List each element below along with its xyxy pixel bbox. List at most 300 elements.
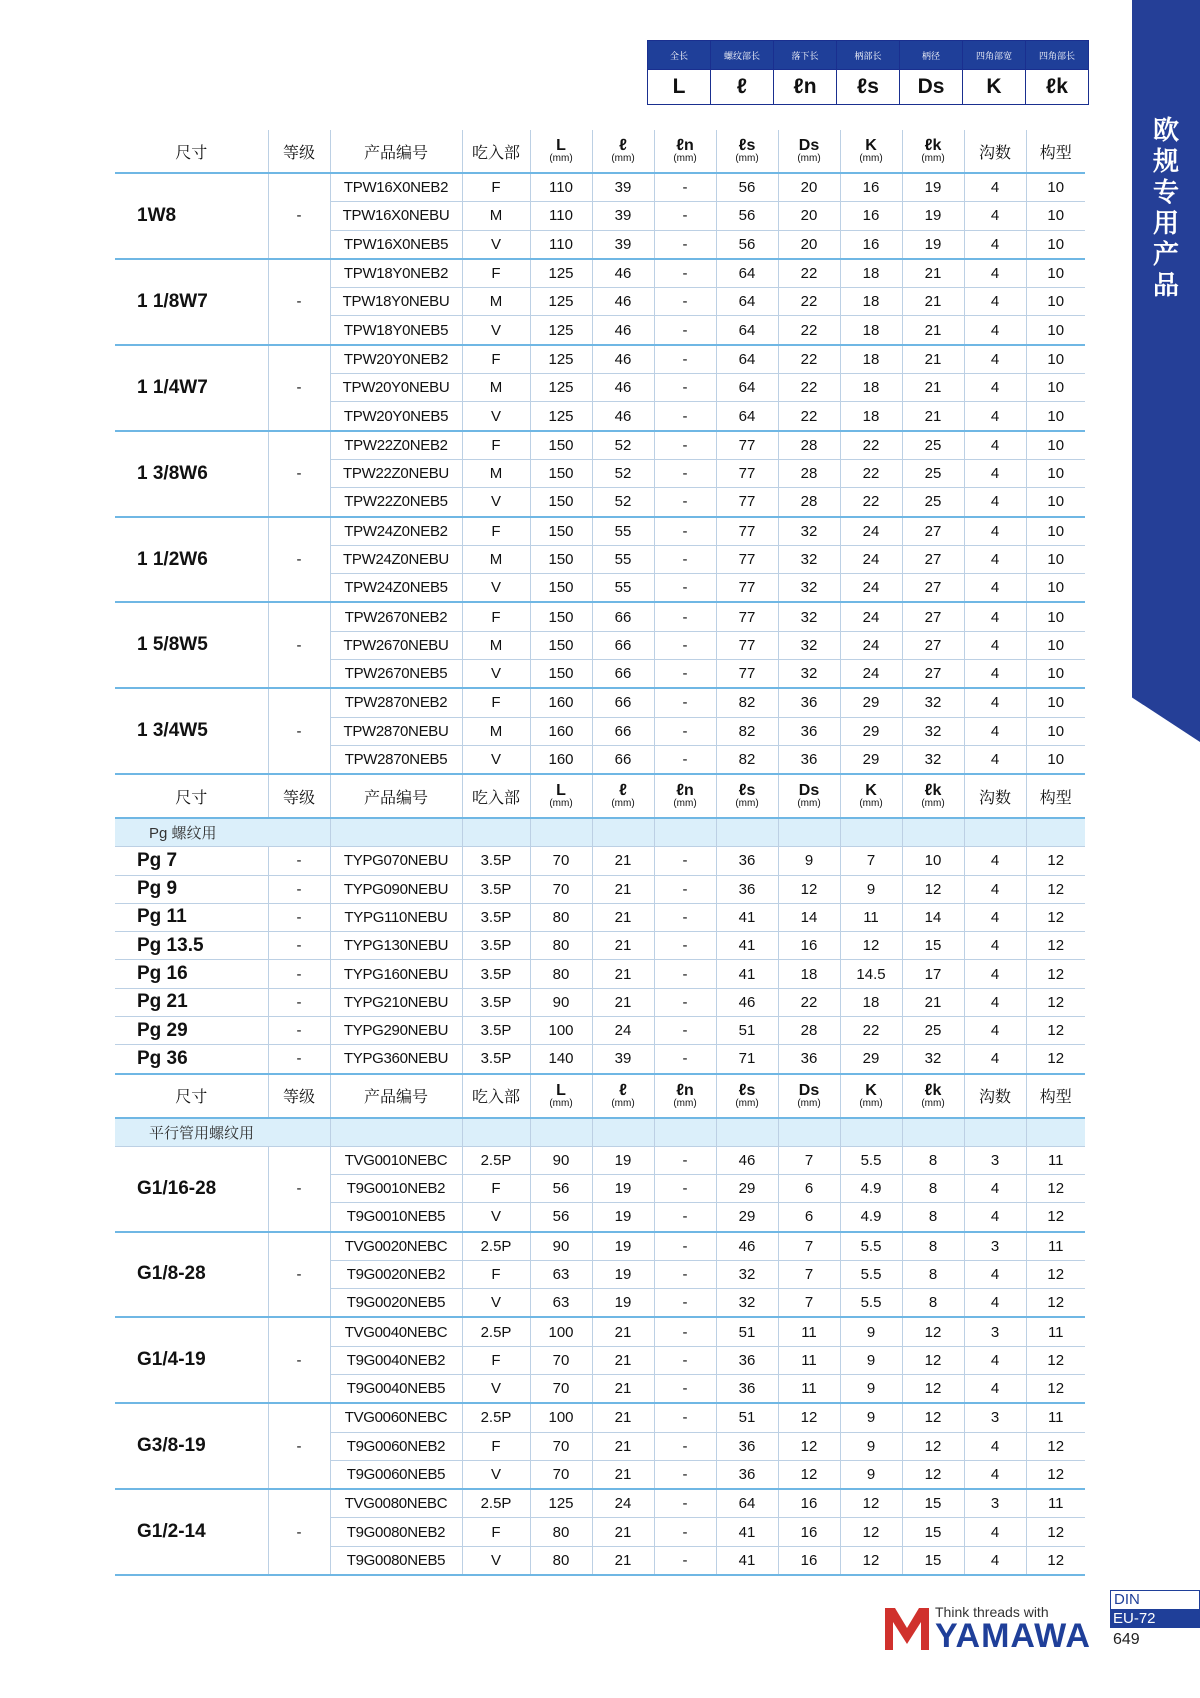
value-cell: -: [654, 1146, 716, 1174]
value-cell: 11: [778, 1346, 840, 1374]
value-cell: 27: [902, 660, 964, 689]
product-code: TPW18Y0NEBU: [330, 288, 462, 316]
value-cell: 82: [716, 717, 778, 745]
size-cell: 1 1/8W7: [115, 259, 268, 345]
value-cell: 150: [530, 459, 592, 487]
header-dim-unit: (mm): [549, 798, 573, 810]
legend-symbol: ℓn: [774, 70, 837, 105]
value-cell: 2.5P: [462, 1232, 530, 1261]
grade-cell: -: [268, 847, 330, 875]
value-cell: 125: [530, 1489, 592, 1518]
value-cell: 4: [964, 288, 1026, 316]
value-cell: F: [462, 517, 530, 546]
section-fill: [592, 1118, 654, 1147]
table-row: [115, 1317, 1085, 1346]
value-cell: 6: [778, 1174, 840, 1202]
value-cell: 11: [1026, 1489, 1085, 1518]
table-row: [115, 345, 1085, 374]
value-cell: 82: [716, 688, 778, 717]
section-fill: [902, 818, 964, 847]
value-cell: 18: [778, 960, 840, 988]
value-cell: 21: [592, 847, 654, 875]
value-cell: 66: [592, 602, 654, 631]
value-cell: 29: [840, 745, 902, 774]
value-cell: 24: [592, 1489, 654, 1518]
value-cell: 56: [530, 1174, 592, 1202]
value-cell: 160: [530, 688, 592, 717]
value-cell: M: [462, 288, 530, 316]
header-dim-symbol: K: [865, 782, 877, 800]
din-label: DIN: [1110, 1590, 1200, 1610]
yamawa-logo-icon: [883, 1604, 931, 1652]
value-cell: 4: [964, 259, 1026, 288]
value-cell: V: [462, 1374, 530, 1403]
value-cell: 3: [964, 1317, 1026, 1346]
value-cell: 10: [1026, 517, 1085, 546]
legend-label: 四角部宽: [963, 41, 1026, 70]
grade-cell: -: [268, 1232, 330, 1318]
value-cell: 32: [778, 574, 840, 603]
legend-label: 全长: [648, 41, 711, 70]
value-cell: -: [654, 345, 716, 374]
legend-label: 四角部长: [1026, 41, 1089, 70]
grade-cell: -: [268, 1146, 330, 1231]
value-cell: 64: [716, 374, 778, 402]
value-cell: 12: [1026, 1174, 1085, 1202]
section-fill: [654, 1118, 716, 1147]
value-cell: 28: [778, 459, 840, 487]
value-cell: 4: [964, 875, 1026, 903]
product-code: T9G0020NEB2: [330, 1260, 462, 1288]
value-cell: 12: [1026, 932, 1085, 960]
value-cell: 4: [964, 402, 1026, 431]
value-cell: 18: [840, 374, 902, 402]
value-cell: 4: [964, 1260, 1026, 1288]
value-cell: 77: [716, 459, 778, 487]
value-cell: 8: [902, 1203, 964, 1232]
value-cell: 4: [964, 1045, 1026, 1074]
value-cell: V: [462, 402, 530, 431]
value-cell: 9: [840, 1374, 902, 1403]
value-cell: F: [462, 259, 530, 288]
product-code: TPW24Z0NEBU: [330, 545, 462, 573]
value-cell: 29: [840, 688, 902, 717]
value-cell: M: [462, 202, 530, 230]
grade-cell: -: [268, 1403, 330, 1489]
value-cell: 12: [1026, 1518, 1085, 1546]
value-cell: 64: [716, 288, 778, 316]
product-code: TPW2870NEB2: [330, 688, 462, 717]
value-cell: 12: [778, 1403, 840, 1432]
value-cell: -: [654, 1346, 716, 1374]
value-cell: 36: [716, 1374, 778, 1403]
value-cell: 22: [778, 316, 840, 345]
value-cell: 10: [1026, 459, 1085, 487]
value-cell: 8: [902, 1146, 964, 1174]
value-cell: -: [654, 1045, 716, 1074]
value-cell: 41: [716, 960, 778, 988]
value-cell: 22: [840, 459, 902, 487]
value-cell: 21: [902, 259, 964, 288]
header-flutes: 沟数: [964, 774, 1026, 818]
grade-cell: -: [268, 1489, 330, 1575]
value-cell: 32: [716, 1260, 778, 1288]
value-cell: 21: [902, 316, 964, 345]
value-cell: 7: [778, 1146, 840, 1174]
value-cell: -: [654, 1460, 716, 1489]
value-cell: -: [654, 660, 716, 689]
value-cell: 125: [530, 259, 592, 288]
product-code: TPW22Z0NEB2: [330, 431, 462, 460]
value-cell: 7: [840, 847, 902, 875]
value-cell: 22: [778, 259, 840, 288]
value-cell: 16: [840, 202, 902, 230]
product-code: TVG0060NEBC: [330, 1403, 462, 1432]
value-cell: 21: [592, 1374, 654, 1403]
value-cell: 12: [902, 1374, 964, 1403]
value-cell: 11: [840, 903, 902, 931]
value-cell: V: [462, 1203, 530, 1232]
product-code: T9G0080NEB2: [330, 1518, 462, 1546]
section-fill: [716, 1118, 778, 1147]
value-cell: 10: [1026, 688, 1085, 717]
value-cell: 32: [778, 631, 840, 659]
value-cell: 32: [778, 660, 840, 689]
header-chamfer: 吃入部: [462, 130, 530, 173]
header-chamfer: 吃入部: [462, 1074, 530, 1118]
value-cell: 55: [592, 545, 654, 573]
value-cell: 70: [530, 1346, 592, 1374]
value-cell: F: [462, 1432, 530, 1460]
table-row: [115, 259, 1085, 288]
grade-cell: -: [268, 431, 330, 517]
value-cell: -: [654, 688, 716, 717]
header-dim-unit: (mm): [611, 153, 635, 164]
table-row: [115, 1045, 1085, 1074]
product-code: T9G0060NEB5: [330, 1460, 462, 1489]
value-cell: 39: [592, 202, 654, 230]
value-cell: -: [654, 288, 716, 316]
value-cell: 3.5P: [462, 903, 530, 931]
value-cell: V: [462, 1460, 530, 1489]
header-dim-symbol: ℓk: [924, 137, 942, 154]
header-dim: [716, 774, 778, 818]
product-code: T9G0080NEB5: [330, 1546, 462, 1575]
value-cell: 12: [1026, 1045, 1085, 1074]
value-cell: 32: [778, 545, 840, 573]
value-cell: 4: [964, 1203, 1026, 1232]
legend-symbol: ℓ: [711, 70, 774, 105]
value-cell: 4: [964, 960, 1026, 988]
table-row: [115, 173, 1085, 202]
value-cell: 77: [716, 488, 778, 517]
product-code: TVG0080NEBC: [330, 1489, 462, 1518]
value-cell: 21: [592, 903, 654, 931]
value-cell: 52: [592, 431, 654, 460]
product-code: T9G0020NEB5: [330, 1289, 462, 1318]
value-cell: M: [462, 374, 530, 402]
header-grade: 等级: [268, 774, 330, 818]
value-cell: 55: [592, 574, 654, 603]
table-row: [115, 903, 1085, 931]
section-fill: [902, 1118, 964, 1147]
value-cell: 41: [716, 932, 778, 960]
value-cell: 52: [592, 488, 654, 517]
value-cell: 4: [964, 574, 1026, 603]
header-dim-unit: (mm): [735, 798, 759, 810]
size-cell: Pg 9: [115, 875, 268, 903]
value-cell: V: [462, 1289, 530, 1318]
value-cell: 80: [530, 960, 592, 988]
value-cell: 10: [1026, 402, 1085, 431]
yamawa-brand: [883, 1604, 1091, 1655]
value-cell: 19: [592, 1260, 654, 1288]
product-code: TPW20Y0NEBU: [330, 374, 462, 402]
grade-cell: -: [268, 1017, 330, 1045]
value-cell: 3: [964, 1146, 1026, 1174]
value-cell: 29: [840, 1045, 902, 1074]
product-code: TYPG290NEBU: [330, 1017, 462, 1045]
value-cell: 52: [592, 459, 654, 487]
value-cell: -: [654, 717, 716, 745]
size-cell: G1/4-19: [115, 1317, 268, 1403]
catalog-code: EU-72: [1110, 1610, 1200, 1628]
value-cell: 2.5P: [462, 1489, 530, 1518]
product-code: T9G0010NEB5: [330, 1203, 462, 1232]
product-code: TYPG210NEBU: [330, 988, 462, 1016]
value-cell: 4: [964, 1174, 1026, 1202]
header-dim-symbol: ℓk: [924, 1081, 942, 1099]
header-dim: [654, 1074, 716, 1118]
value-cell: 18: [840, 345, 902, 374]
value-cell: F: [462, 602, 530, 631]
value-cell: 5.5: [840, 1146, 902, 1174]
value-cell: 77: [716, 574, 778, 603]
grade-cell: -: [268, 259, 330, 345]
header-dim: [592, 130, 654, 173]
value-cell: F: [462, 688, 530, 717]
value-cell: 4: [964, 345, 1026, 374]
value-cell: 3.5P: [462, 988, 530, 1016]
value-cell: 71: [716, 1045, 778, 1074]
value-cell: 27: [902, 545, 964, 573]
value-cell: -: [654, 230, 716, 259]
section-row: [115, 1118, 1085, 1147]
value-cell: 9: [778, 847, 840, 875]
product-code: T9G0040NEB2: [330, 1346, 462, 1374]
value-cell: 56: [530, 1203, 592, 1232]
value-cell: 46: [592, 288, 654, 316]
value-cell: 4: [964, 988, 1026, 1016]
value-cell: 10: [1026, 230, 1085, 259]
product-code: TVG0040NEBC: [330, 1317, 462, 1346]
value-cell: 18: [840, 988, 902, 1016]
value-cell: 4: [964, 602, 1026, 631]
grade-cell: -: [268, 1317, 330, 1403]
value-cell: 46: [592, 316, 654, 345]
header-product: 产品编号: [330, 774, 462, 818]
product-code: TPW2670NEB5: [330, 660, 462, 689]
value-cell: 46: [716, 1232, 778, 1261]
header-dim: [654, 774, 716, 818]
value-cell: F: [462, 345, 530, 374]
value-cell: -: [654, 574, 716, 603]
value-cell: 4: [964, 660, 1026, 689]
section-fill: [964, 1118, 1026, 1147]
table-row: [115, 1403, 1085, 1432]
section-fill: [840, 818, 902, 847]
section-fill: [1026, 1118, 1085, 1147]
table-row: [115, 602, 1085, 631]
value-cell: V: [462, 660, 530, 689]
value-cell: 10: [1026, 259, 1085, 288]
value-cell: 77: [716, 545, 778, 573]
value-cell: 28: [778, 431, 840, 460]
value-cell: 36: [778, 688, 840, 717]
value-cell: 70: [530, 847, 592, 875]
value-cell: 5.5: [840, 1232, 902, 1261]
header-dim-symbol: ℓs: [738, 1081, 756, 1099]
value-cell: 25: [902, 488, 964, 517]
value-cell: 3.5P: [462, 932, 530, 960]
header-dim-symbol: ℓs: [738, 782, 756, 800]
value-cell: 66: [592, 631, 654, 659]
value-cell: 19: [592, 1146, 654, 1174]
header-row: [115, 130, 1085, 173]
header-dim-symbol: ℓn: [676, 782, 694, 800]
value-cell: 82: [716, 745, 778, 774]
header-dim-symbol: Ds: [798, 137, 820, 154]
value-cell: -: [654, 631, 716, 659]
header-dim-symbol: ℓn: [676, 137, 694, 154]
grade-cell: -: [268, 988, 330, 1016]
value-cell: 3.5P: [462, 1045, 530, 1074]
size-cell: G1/8-28: [115, 1232, 268, 1318]
table-row: [115, 1146, 1085, 1174]
value-cell: 21: [592, 875, 654, 903]
value-cell: 12: [902, 1460, 964, 1489]
value-cell: 32: [902, 1045, 964, 1074]
value-cell: -: [654, 1403, 716, 1432]
value-cell: 22: [778, 374, 840, 402]
table-row: [115, 1232, 1085, 1261]
value-cell: 12: [1026, 1346, 1085, 1374]
value-cell: 32: [902, 717, 964, 745]
table-row: [115, 1489, 1085, 1518]
value-cell: 21: [592, 1403, 654, 1432]
value-cell: 19: [902, 230, 964, 259]
value-cell: 80: [530, 903, 592, 931]
section-title: Pg 螺纹用: [115, 818, 330, 847]
value-cell: 4: [964, 459, 1026, 487]
value-cell: 36: [778, 745, 840, 774]
value-cell: 24: [840, 517, 902, 546]
size-cell: G3/8-19: [115, 1403, 268, 1489]
value-cell: 22: [778, 288, 840, 316]
value-cell: 46: [592, 402, 654, 431]
value-cell: 21: [902, 345, 964, 374]
section-fill: [530, 818, 592, 847]
legend-label: 落下长: [774, 41, 837, 70]
value-cell: 66: [592, 660, 654, 689]
value-cell: 10: [1026, 745, 1085, 774]
header-dim: [530, 130, 592, 173]
value-cell: 56: [716, 230, 778, 259]
value-cell: 25: [902, 1017, 964, 1045]
value-cell: 4: [964, 431, 1026, 460]
value-cell: 10: [1026, 431, 1085, 460]
value-cell: 125: [530, 402, 592, 431]
value-cell: 4: [964, 1546, 1026, 1575]
page-footer: [1110, 1590, 1200, 1652]
grade-cell: -: [268, 517, 330, 603]
value-cell: 4: [964, 847, 1026, 875]
value-cell: -: [654, 488, 716, 517]
header-dim-symbol: Ds: [798, 1081, 820, 1099]
value-cell: 10: [1026, 602, 1085, 631]
header-dim: [716, 130, 778, 173]
header-dim-symbol: K: [865, 137, 877, 154]
value-cell: V: [462, 745, 530, 774]
value-cell: 77: [716, 431, 778, 460]
value-cell: 125: [530, 374, 592, 402]
legend-label: 柄径: [900, 41, 963, 70]
value-cell: 15: [902, 1518, 964, 1546]
value-cell: 36: [778, 1045, 840, 1074]
value-cell: 36: [716, 847, 778, 875]
value-cell: -: [654, 459, 716, 487]
section-fill: [778, 818, 840, 847]
value-cell: 21: [592, 1460, 654, 1489]
value-cell: 21: [592, 1546, 654, 1575]
section-fill: [716, 818, 778, 847]
header-flutes: 沟数: [964, 1074, 1026, 1118]
value-cell: 21: [902, 288, 964, 316]
value-cell: 51: [716, 1317, 778, 1346]
value-cell: 100: [530, 1403, 592, 1432]
product-code: TVG0010NEBC: [330, 1146, 462, 1174]
value-cell: 21: [592, 1518, 654, 1546]
value-cell: 4: [964, 1017, 1026, 1045]
value-cell: 3.5P: [462, 960, 530, 988]
product-code: TYPG160NEBU: [330, 960, 462, 988]
value-cell: 21: [902, 988, 964, 1016]
value-cell: -: [654, 1489, 716, 1518]
value-cell: -: [654, 1374, 716, 1403]
header-dim-unit: (mm): [549, 153, 573, 164]
header-dim-unit: (mm): [859, 153, 883, 164]
value-cell: 16: [840, 230, 902, 259]
header-dim-symbol: K: [865, 1081, 877, 1099]
product-code: TPW18Y0NEB5: [330, 316, 462, 345]
value-cell: 110: [530, 230, 592, 259]
section-fill: [462, 818, 530, 847]
value-cell: 11: [1026, 1403, 1085, 1432]
value-cell: 9: [840, 1403, 902, 1432]
value-cell: 18: [840, 316, 902, 345]
value-cell: 22: [840, 488, 902, 517]
value-cell: 10: [1026, 717, 1085, 745]
header-row: [115, 774, 1085, 818]
product-code: TYPG090NEBU: [330, 875, 462, 903]
value-cell: V: [462, 1546, 530, 1575]
value-cell: 5.5: [840, 1260, 902, 1288]
value-cell: 16: [840, 173, 902, 202]
size-cell: 1 3/8W6: [115, 431, 268, 517]
header-dim: [840, 1074, 902, 1118]
header-grade: 等级: [268, 1074, 330, 1118]
value-cell: -: [654, 1289, 716, 1318]
